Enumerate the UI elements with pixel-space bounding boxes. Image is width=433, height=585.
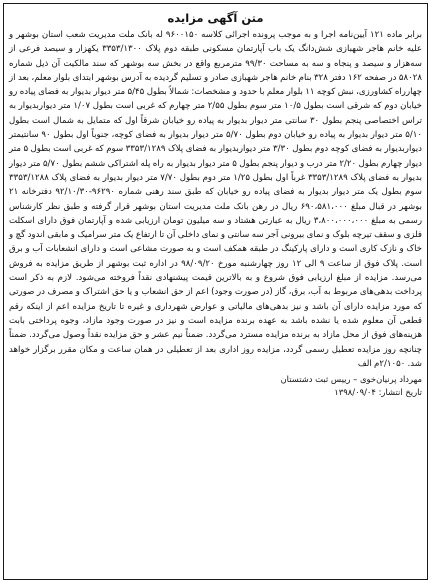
- publish-date: تاریخ انتشار: ۱۳۹۸/۰۹/۰۴: [334, 387, 422, 398]
- notice-title: متن آگهی مزایده: [167, 11, 264, 25]
- notice-frame: [3, 3, 428, 580]
- notice-body: برابر ماده ۱۲۱ آیین‌نامه اجرا و به موجب پرونده اجرائی کلاسه ۹۶۰۰۱۵۰ له بانک ملت مدیریت شعب استان بوشهر و علیه خانم هاجر شهبازی شش‌دانگ یک باب آپارتمان مسکونی طبقه دوم پلاک ۳۳۵۳/۱۳۰۰ یکهزار و سیصد فرعی از سه‌هزار و سیصد و پنجاه و سه به مساحت ۹۹/۳۰ مترمربع واقع در بخش سه بوشهر که سند مالکیت آن ذیل شماره ۵۸۰۲۸ در صفحه ۱۶۲ دفتر ۳۲۸ بنام خانم هاجر شهبازی صادر و تسلیم گردیده به آدرس بوشهر ابتدای بلوار معلم، بعد از چهارراه کشاورزی، نبش کوچه ۱۱ بلوار معلم با حدود و مشخصات: شمالاً بطول ۵/۴۵ متر دیوار بدیوار به فضای پیاده رو خیابان دوم که شرقی است بطول ۱۰/۵ متر سوم بطول ۲/۵۵ متر چهارم که غربی است بطول ۱/۰۷ متر دیواربدیوار به تراس اختصاصی پنجم بطول ۳۰ سانتی متر دیوار بدیوار به پیاده رو خیابان شرقاً اول که متمایل به شمال است بطول ۵/۱۰ متر دیوار بدیوار به پیاده رو خیابان دوم بطول ۵/۷۰ متر دیوار بدیوار به فضای کوچه، جنوباً اول بطول ۹۰ سانتیمتر دیواربدیوار به فضای کوچه دوم بطول ۳/۳۰ متر دیواربدیوار به فضای پلاک ۳۳۵۳/۱۲۸۹ سوم که غربی است بطول ۵ متر دیوار چهارم بطول ۲/۲۰ متر درب و دیوار پنجم بطول ۵ متر دیوار بدیوار به راه پله اشتراکی ششم بطول ۵/۷۰ متر دیوار بدیوار به فضای پلاک ۳۳۵۳/۱۲۸۹ غرباً اول بطول ۱/۲۵ متر دوم بطول ۷/۷۰ متر دیوار بدیوار به فضای پلاک ۳۳۵۳/۱۲۸۸ سوم بطول یک متر دیوار بدیوار به فضای پیاده رو خیابان که طبق سند رهنی شماره ۹۶۲۹۰-۹۲/۱۰/۳۰ دفترخانه ۲۱ بوشهر در قبال مبلغ ۶۹۰،۵۸۱،۰۰۰ ریال در رهن بانک ملت مدیریت استان بوشهر قرار گرفته و طبق نظر کارشناس رسمی به مبلغ ۳،۸۰۰،۰۰۰،۰۰۰ ریال به عبارتی هشتاد و سه میلیون تومان ارزیابی شده و آپارتمان فوق دارای اسکلت فلزی و سقف تیرچه بلوک و نمای بیرونی آجر سه سانتی و نمای داخلی آن تا ارتفاع یک متر سرامیک و مابقی اندود گچ و خاک و نازک کاری است و دارای پارکینگ در طبقه همکف است و به صورت مشاعی است و دارای انشعابات آب و برق است. پلاک فوق از ساعت ۹ الی ۱۲ روز چهارشنبه مورخ ۹۸/۰۹/۲۰ در اداره ثبت بوشهر از طریق مزایده به فروش می‌رسد. مزایده از مبلغ ارزیابی فوق شروع و به بالاترین قیمت پیشنهادی نقداً فروخته می‌شود. لازم به ذکر است پرداخت بدهی‌های مربوط به آب، برق، گاز (در صورت وجود) اعم از حق انشعاب و یا حق اشتراک و مصرف در صورتی که مورد مزایده دارای آن باشد و نیز بدهی‌های مالیاتی و عوارض شهرداری و غیره تا تاریخ مزایده اعم از اینکه رقم قطعی آن معلوم شده یا نشده باشد به عهده برنده مزایده است و نیز در صورت وجود مازاد، وجوه پرداختی بابت هزینه‌های فوق از محل مازاد به برنده مزایده مسترد می‌گردد. ضمناً نیم عشر و حق مزایده نقداً وصول می‌گردد. ضمناً چنانچه روز مزایده تعطیل رسمی گردد، مزایده روز اداری بعد از تعطیلی در همان ساعت و مکان مقرر برگزار خواهد شد. ۲/۱۰۵۰م الف: [9, 30, 423, 369]
- signature-line: مهرداد پرنیان‌خوی – رییس ثبت دشتستان: [280, 374, 422, 385]
- notice-content: [9, 8, 422, 575]
- notice-footer: [9, 373, 422, 399]
